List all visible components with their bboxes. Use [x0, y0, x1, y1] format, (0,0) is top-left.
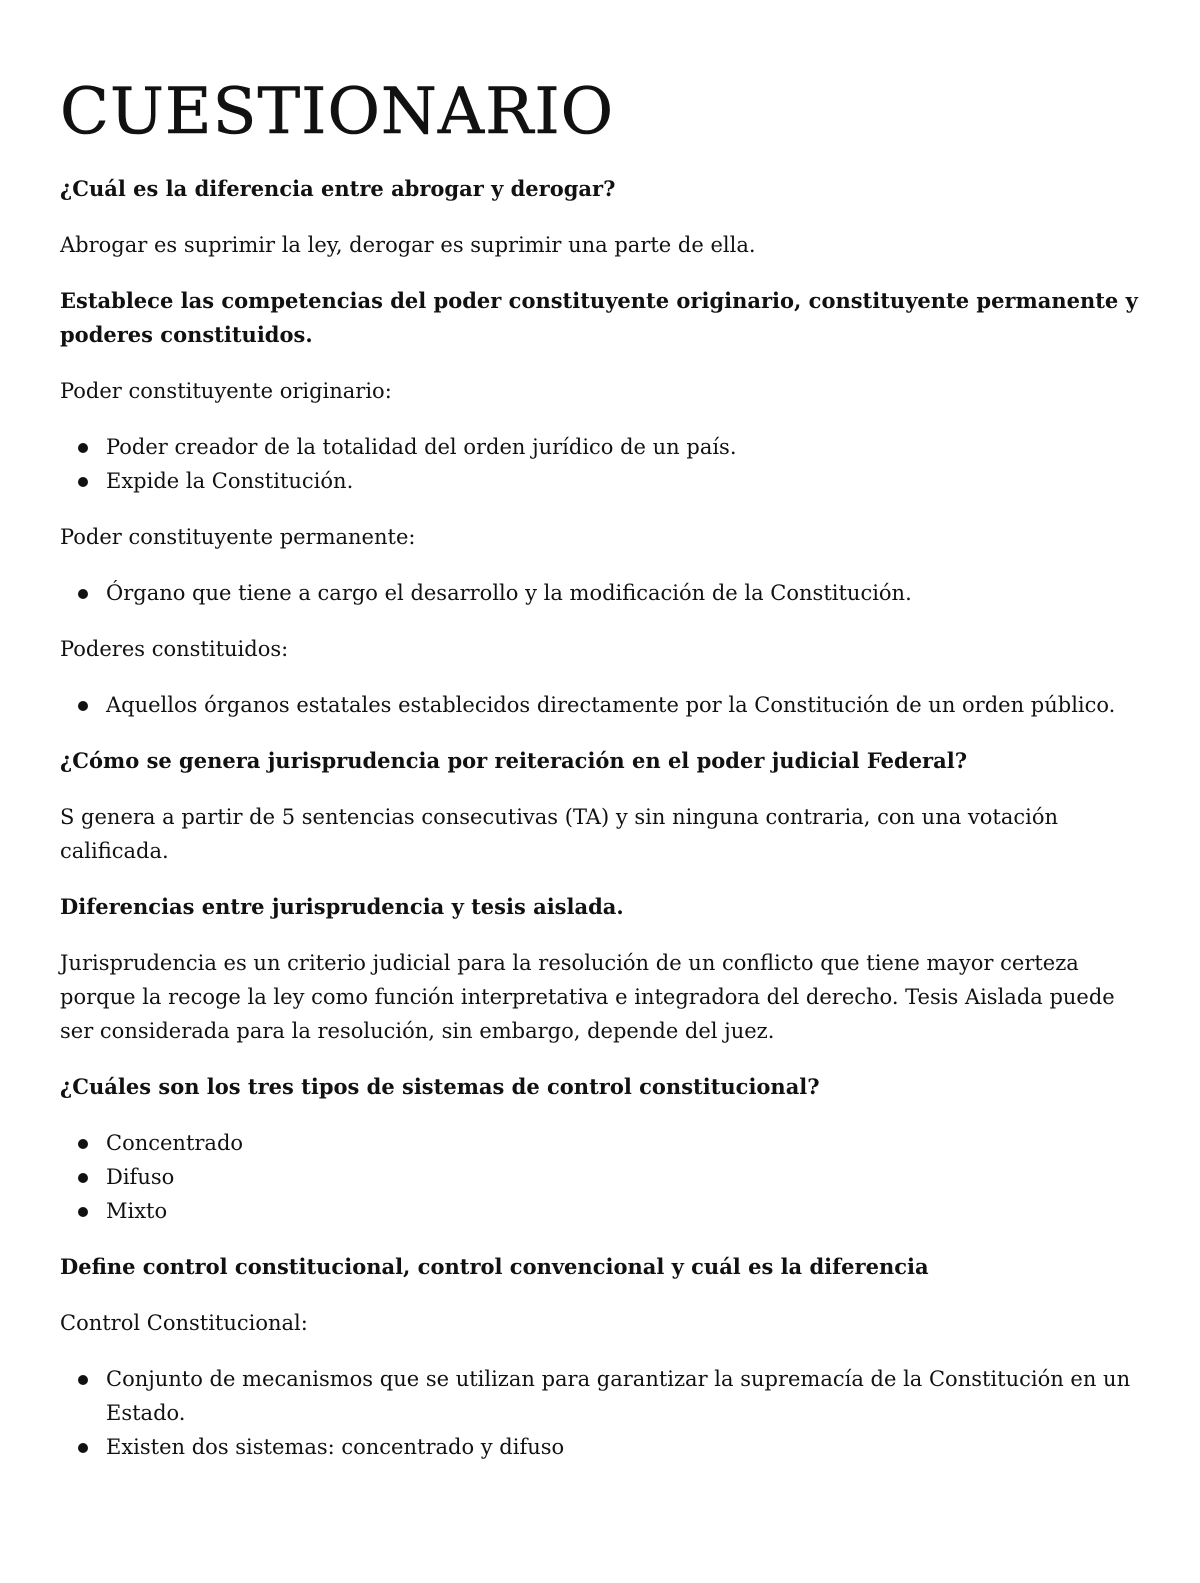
document-body: [60, 172, 1140, 1486]
list-item: Concentrado: [60, 1126, 1140, 1160]
bullet-icon: [78, 1139, 88, 1149]
list-item: Expide la Constitución.: [60, 464, 1140, 498]
list-item: Aquellos órganos estatales establecidos directamente por la Constitución de un orden público.: [60, 688, 1140, 722]
document-title: CUESTIONARIO: [60, 75, 615, 149]
bullet-icon: [78, 589, 88, 599]
list-sistemas-control: [60, 1126, 1140, 1228]
list-item: Conjunto de mecanismos que se utilizan para garantizar la supremacía de la Constitución en un Estado.: [60, 1362, 1140, 1430]
answer-jurisprudencia-tesis: Jurisprudencia es un criterio judicial para la resolución de un conflicto que tiene mayor certeza porque la recoge la ley como función interpretativa e integradora del derecho. Tesis Aislada puede ser considerada para la resolución, sin embargo, depende del juez.: [60, 951, 1115, 1043]
bullet-icon: [78, 1443, 88, 1453]
bullet-icon: [78, 443, 88, 453]
answer-jurisprudencia-reiteracion: S genera a partir de 5 sentencias consecutivas (TA) y sin ninguna contraria, con una votación calificada.: [60, 805, 1059, 863]
question-jurisprudencia-tesis: Diferencias entre jurisprudencia y tesis aislada.: [60, 894, 624, 919]
question-control-constitucional: Define control constitucional, control convencional y cuál es la diferencia: [60, 1254, 929, 1279]
bullet-icon: [78, 701, 88, 711]
list-poderes-constituidos: [60, 688, 1140, 722]
list-item: Difuso: [60, 1160, 1140, 1194]
list-item: Órgano que tiene a cargo el desarrollo y la modificación de la Constitución.: [60, 576, 1140, 610]
question-jurisprudencia-reiteracion: ¿Cómo se genera jurisprudencia por reiteración en el poder judicial Federal?: [60, 748, 968, 773]
label-poder-permanente: Poder constituyente permanente:: [60, 525, 416, 549]
list-item: Poder creador de la totalidad del orden jurídico de un país.: [60, 430, 1140, 464]
list-item: Mixto: [60, 1194, 1140, 1228]
label-control-constitucional: Control Constitucional:: [60, 1311, 308, 1335]
question-competencias-poderes: Establece las competencias del poder constituyente originario, constituyente permanente y poderes constituidos.: [60, 288, 1138, 347]
question-abrogar-derogar: ¿Cuál es la diferencia entre abrogar y derogar?: [60, 176, 616, 201]
label-poder-originario: Poder constituyente originario:: [60, 379, 392, 403]
bullet-icon: [78, 1207, 88, 1217]
bullet-icon: [78, 1173, 88, 1183]
list-control-constitucional: [60, 1362, 1140, 1464]
bullet-icon: [78, 1375, 88, 1385]
label-poderes-constituidos: Poderes constituidos:: [60, 637, 289, 661]
list-item: Existen dos sistemas: concentrado y difuso: [60, 1430, 1140, 1464]
answer-abrogar-derogar: Abrogar es suprimir la ley, derogar es suprimir una parte de ella.: [60, 233, 756, 257]
question-sistemas-control: ¿Cuáles son los tres tipos de sistemas de control constitucional?: [60, 1074, 820, 1099]
bullet-icon: [78, 477, 88, 487]
list-poder-permanente: [60, 576, 1140, 610]
list-poder-originario: [60, 430, 1140, 498]
